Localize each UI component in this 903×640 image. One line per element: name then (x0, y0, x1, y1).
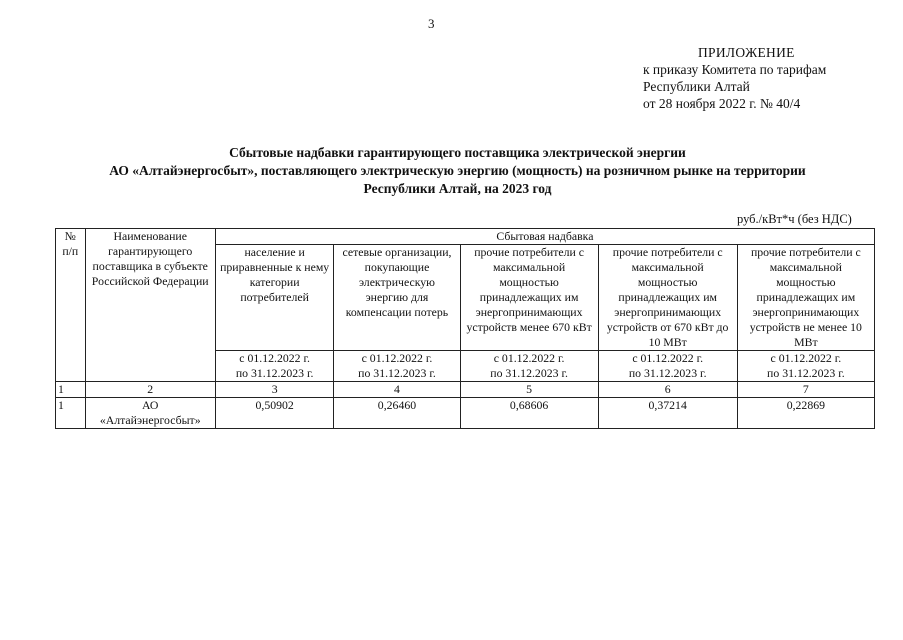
page-number: 3 (428, 16, 435, 31)
column-number-4: 4 (334, 382, 460, 398)
title-line-2: АО «Алтайэнергосбыт», поставляющего электрическую энергию (мощность) на розничном рынке на территории (109, 163, 806, 178)
column-number-7: 7 (737, 382, 874, 398)
header-num-line-1: № (64, 229, 76, 243)
header-category-1: население и приравненные к нему категории потребителей (215, 245, 334, 351)
supplier-name-line-1: АО (141, 398, 159, 412)
value-670kw-10mw: 0,37214 (598, 398, 737, 429)
header-category-2: сетевые организации, покупающие электрическую энергию для компенсации потерь (334, 245, 460, 351)
tariff-table (55, 228, 875, 429)
period-to: по 31.12.2023 г. (358, 366, 436, 380)
period-from: с 01.12.2022 г. (493, 351, 565, 365)
header-period-2 (334, 351, 460, 382)
document-title (50, 144, 865, 198)
table-row (56, 398, 875, 429)
column-number-1: 1 (56, 382, 86, 398)
units-label: руб./кВт*ч (без НДС) (737, 212, 852, 226)
value-under-670kw: 0,68606 (460, 398, 598, 429)
header-group-cell: Сбытовая надбавка (215, 229, 874, 245)
value-network-orgs: 0,26460 (334, 398, 460, 429)
header-num-line-2: п/п (62, 244, 79, 258)
column-number-6: 6 (598, 382, 737, 398)
column-number-5: 5 (460, 382, 598, 398)
appendix-line-1: к приказу Комитета по тарифам (643, 62, 827, 77)
supplier-name-line-2: «Алтайэнергосбыт» (99, 413, 201, 427)
header-num-cell (56, 229, 86, 382)
row-num: 1 (56, 398, 86, 429)
appendix-line-2: Республики Алтай (643, 79, 750, 94)
header-name-cell: Наименование гарантирующего поставщика в субъекте Российской Федерации (85, 229, 215, 382)
title-line-3: Республики Алтай, на 2023 год (363, 181, 552, 196)
title-line-1: Сбытовые надбавки гарантирующего поставщика электрической энергии (229, 145, 686, 160)
value-population: 0,50902 (215, 398, 334, 429)
period-to: по 31.12.2023 г. (235, 366, 314, 380)
period-from: с 01.12.2022 г. (632, 351, 704, 365)
period-from: с 01.12.2022 г. (361, 351, 433, 365)
header-period-4 (598, 351, 737, 382)
header-category-3: прочие потребители с максимальной мощностью принадлежащих им энергопринимающих устройств менее 670 кВт (460, 245, 598, 351)
period-to: по 31.12.2023 г. (490, 366, 568, 380)
header-period-5 (737, 351, 874, 382)
header-period-3 (460, 351, 598, 382)
row-supplier-name (85, 398, 215, 429)
column-number-3: 3 (215, 382, 334, 398)
period-from: с 01.12.2022 г. (239, 351, 310, 365)
period-from: с 01.12.2022 г. (770, 351, 842, 365)
appendix-heading: ПРИЛОЖЕНИЕ (698, 45, 795, 60)
period-to: по 31.12.2023 г. (628, 366, 707, 380)
value-over-10mw: 0,22869 (737, 398, 874, 429)
header-category-5: прочие потребители с максимальной мощностью принадлежащих им энергопринимающих устройств не менее 10 МВт (737, 245, 874, 351)
header-row-1 (56, 229, 875, 245)
appendix-block (643, 44, 883, 112)
column-number-row (56, 382, 875, 398)
appendix-line-3: от 28 ноября 2022 г. № 40/4 (643, 96, 801, 111)
period-to: по 31.12.2023 г. (767, 366, 845, 380)
header-period-1 (215, 351, 334, 382)
column-number-2: 2 (85, 382, 215, 398)
header-category-4: прочие потребители с максимальной мощностью принадлежащих им энергопринимающих устройств от 670 кВт до 10 МВт (598, 245, 737, 351)
